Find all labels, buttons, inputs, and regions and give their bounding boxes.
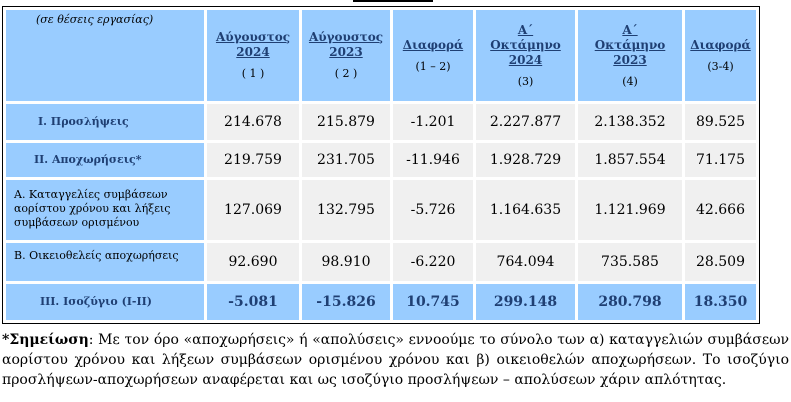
employment-flows-table (2, 6, 760, 324)
row-label: Β. Οικειοθελείς αποχωρήσεις (6, 243, 204, 281)
cell-value: -1.201 (393, 104, 473, 140)
header-august-2023: Αύγουστος 2023 ( 2 ) (302, 10, 390, 101)
cell-value: -5.726 (393, 180, 473, 240)
cell-value: 132.795 (302, 180, 390, 240)
cell-value: 215.879 (302, 104, 390, 140)
header-difference-1-2: Διαφορά (1 – 2) (393, 10, 473, 101)
cell-value: 214.678 (207, 104, 299, 140)
cell-value: -5.081 (207, 284, 299, 320)
table-row-balance (6, 284, 756, 320)
row-label: Ι. Προσλήψεις (6, 104, 204, 140)
row-label: ΙΙΙ. Ισοζύγιο (Ι-ΙΙ) (6, 284, 204, 320)
cell-value: 299.148 (476, 284, 575, 320)
cell-value: 1.164.635 (476, 180, 575, 240)
footnote-lead: *Σημείωση (2, 332, 89, 348)
units-note: (σε θέσεις εργασίας) (36, 13, 154, 26)
cell-value: 280.798 (578, 284, 682, 320)
cell-value: 42.666 (685, 180, 756, 240)
cell-value: 1.121.969 (578, 180, 682, 240)
cell-value: -11.946 (393, 143, 473, 177)
cell-value: -15.826 (302, 284, 390, 320)
cell-value: 764.094 (476, 243, 575, 281)
cell-value: -6.220 (393, 243, 473, 281)
table-row-voluntary (6, 243, 756, 281)
cell-value: 2.227.877 (476, 104, 575, 140)
row-label: ΙΙ. Αποχωρήσεις* (6, 143, 204, 177)
table-row-terminations (6, 180, 756, 240)
top-rule (353, 0, 433, 2)
header-eight-month-2024: Α΄ Οκτάμηνο 2024 (3) (476, 10, 575, 101)
header-difference-3-4: Διαφορά (3-4) (685, 10, 756, 101)
header-corner (6, 10, 204, 101)
cell-value: 231.705 (302, 143, 390, 177)
cell-value: 10.745 (393, 284, 473, 320)
cell-value: 1.857.554 (578, 143, 682, 177)
cell-value: 127.069 (207, 180, 299, 240)
header-august-2024: Αύγουστος 2024 ( 1 ) (207, 10, 299, 101)
header-row (6, 10, 756, 101)
cell-value: 98.910 (302, 243, 390, 281)
cell-value: 71.175 (685, 143, 756, 177)
footnote (2, 330, 789, 390)
cell-value: 28.509 (685, 243, 756, 281)
cell-value: 1.928.729 (476, 143, 575, 177)
cell-value: 92.690 (207, 243, 299, 281)
cell-value: 18.350 (685, 284, 756, 320)
table-row-hires (6, 104, 756, 140)
cell-value: 89.525 (685, 104, 756, 140)
footnote-text: : Με τον όρο «αποχωρήσεις» ή «απολύσεις» εννοούμε το σύνολο των α) καταγγελιών συμβάσεων αορίστου χρόνου και λήξεων συμβάσεων ορισμένου χρόνου και β) οικειοθελών αποχωρήσεων. Το ισοζύγιο προσλήψεων-αποχωρήσεων αναφέρεται και ως ισοζύγιο προσλήψεων – απολύσεων χάριν απλότητας. (2, 332, 789, 388)
cell-value: 2.138.352 (578, 104, 682, 140)
header-eight-month-2023: Α΄ Οκτάμηνο 2023 (4) (578, 10, 682, 101)
row-label: Α. Καταγγελίες συμβάσεων αορίστου χρόνου και λήξεις συμβάσεων ορισμένου (6, 180, 204, 240)
table-row-separations (6, 143, 756, 177)
cell-value: 735.585 (578, 243, 682, 281)
cell-value: 219.759 (207, 143, 299, 177)
